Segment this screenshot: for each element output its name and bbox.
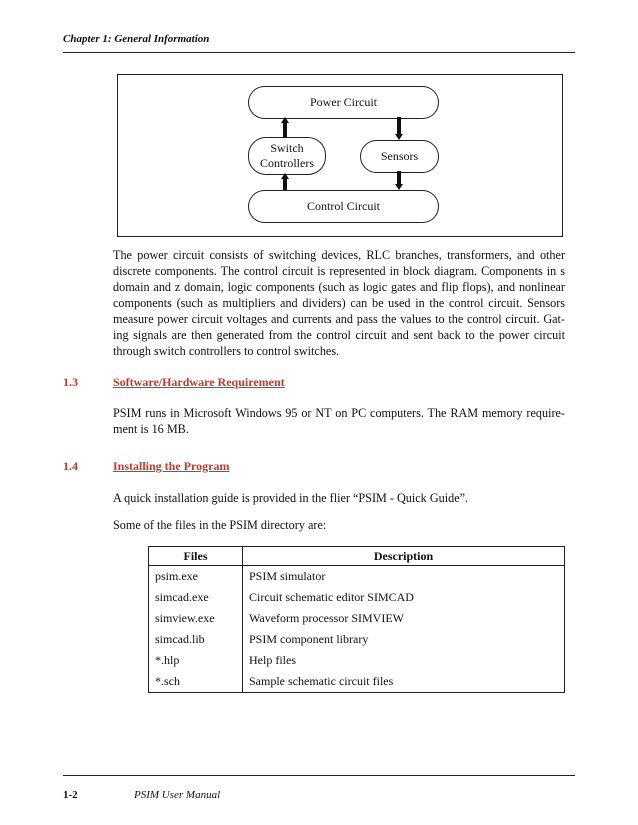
files-table xyxy=(148,546,565,693)
section-1-3-number: 1.3 xyxy=(63,375,78,389)
file-name-cell: simview.exe xyxy=(149,608,243,629)
switch-controllers-block xyxy=(248,137,326,175)
table-row xyxy=(149,566,565,588)
section-1-4-title: Installing the Program xyxy=(113,459,230,473)
intro-paragraph: The power circuit consists of switching devices, RLC branches, transformers, and other discrete components. The control circuit is represented in block diagram. Components in s domain and z domain, logic components (such as logic gates and flip flops), and nonlinear components (such as multipliers and dividers) can be used in the control circuit. Sensors measure power circuit voltages and currents and pass the values to the control circuit. Gat- ing signals are then generated from the control circuit and sent back to the power circuit through switch controllers to control switches. xyxy=(113,248,565,358)
table-row xyxy=(149,629,565,650)
section-1-4-number: 1.4 xyxy=(63,459,78,473)
running-header: Chapter 1: General Information xyxy=(63,33,210,45)
file-description-cell: PSIM component library xyxy=(243,629,565,650)
control-circuit-block xyxy=(248,190,439,223)
table-row xyxy=(149,671,565,693)
sensors-block xyxy=(360,140,439,173)
power-circuit-block xyxy=(248,86,439,119)
file-name-cell: simcad.exe xyxy=(149,587,243,608)
file-description-cell: PSIM simulator xyxy=(243,566,565,588)
file-description-cell: Waveform processor SIMVIEW xyxy=(243,608,565,629)
file-name-cell: simcad.lib xyxy=(149,629,243,650)
power-circuit-label: Power Circuit xyxy=(310,95,377,109)
arrow-control-to-switch-icon xyxy=(282,173,288,190)
table-row xyxy=(149,608,565,629)
arrow-sensors-to-control-icon xyxy=(396,171,402,190)
control-circuit-label: Control Circuit xyxy=(307,199,380,213)
description-column-header: Description xyxy=(243,547,565,566)
footer-rule xyxy=(63,775,575,776)
files-intro-text: Some of the files in the PSIM directory are: xyxy=(113,518,327,532)
section-1-3-paragraph: PSIM runs in Microsoft Windows 95 or NT on PC computers. The RAM memory require- ment is 16 MB. xyxy=(113,406,565,436)
table-header-row xyxy=(149,547,565,566)
manual-title: PSIM User Manual xyxy=(134,789,221,801)
file-name-cell: *.hlp xyxy=(149,650,243,671)
file-name-cell: *.sch xyxy=(149,671,243,693)
arrow-switch-to-power-icon xyxy=(282,117,288,138)
table-row xyxy=(149,587,565,608)
file-description-cell: Help files xyxy=(243,650,565,671)
files-column-header: Files xyxy=(149,547,243,566)
header-rule xyxy=(63,52,575,53)
arrow-power-to-sensors-icon xyxy=(396,117,402,140)
file-description-cell: Circuit schematic editor SIMCAD xyxy=(243,587,565,608)
file-description-cell: Sample schematic circuit files xyxy=(243,671,565,693)
file-name-cell: psim.exe xyxy=(149,566,243,588)
switch-controllers-label: Switch Controllers xyxy=(260,141,314,170)
install-guide-text: A quick installation guide is provided in the flier “PSIM - Quick Guide”. xyxy=(113,491,469,505)
sensors-label: Sensors xyxy=(380,149,419,163)
table-row xyxy=(149,650,565,671)
page-number: 1-2 xyxy=(63,789,78,801)
section-1-3-title: Software/Hardware Requirement xyxy=(113,375,285,389)
